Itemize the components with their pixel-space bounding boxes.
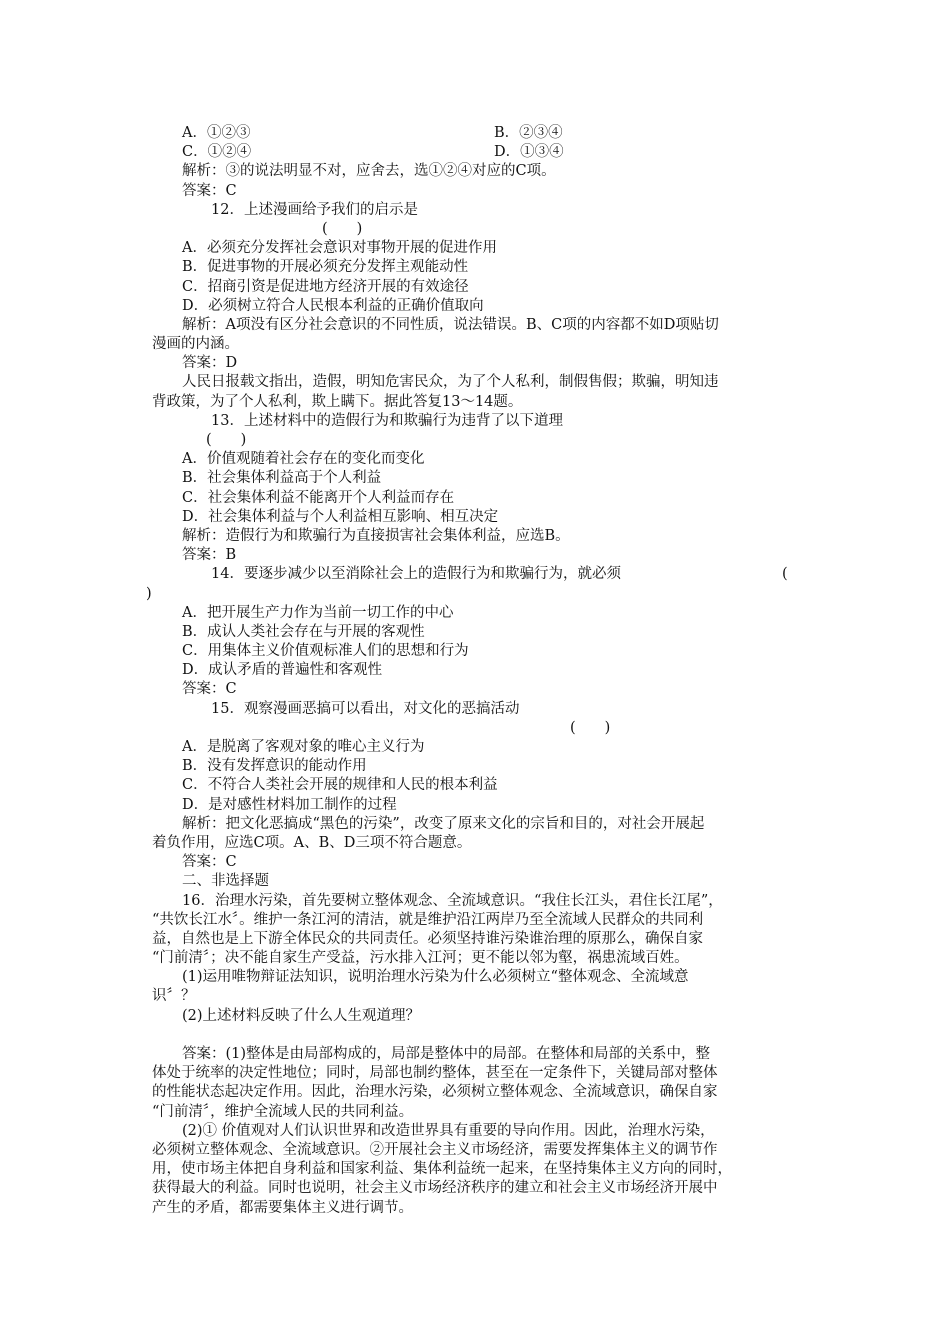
blank-line — [182, 1026, 802, 1045]
q14-option-c: C．用集体主义价值观标准人们的思想和行为 — [182, 643, 469, 660]
q16-answer1-line-3: 的性能状态起决定作用。因此，治理水污染，必须树立整体观念、全流域意识，确保自家 — [152, 1084, 718, 1101]
material-line-2: 背政策，为了个人私利，欺上瞒下。据此答复13～14题。 — [152, 393, 523, 410]
q16-answer1-line-4: “门前清〞，维护全流域人民的共同利益。 — [152, 1103, 414, 1120]
q12-option-d: D．必须树立符合人民根本利益的正确价值取向 — [182, 297, 484, 314]
q13-option-a: A．价值观随着社会存在的变化而变化 — [182, 451, 425, 468]
q12-option-b: B．促进事物的开展必须充分发挥主观能动性 — [182, 259, 469, 276]
q12-analysis-line-2: 漫画的内涵。 — [152, 336, 239, 353]
q14-answer: 答案：C — [182, 681, 237, 698]
q13-option-d: D．社会集体利益与个人利益相互影响、相互决定 — [182, 508, 499, 525]
q14-option-d: D．成认矛盾的普遍性和客观性 — [182, 662, 383, 679]
q14-paren-open: ( — [782, 566, 788, 583]
q15-option-c: C．不符合人类社会开展的规律和人民的根本利益 — [182, 777, 498, 794]
q12-stem: 12．上述漫画给予我们的启示是 — [211, 201, 418, 218]
q13-option-b: B．社会集体利益高于个人利益 — [182, 470, 382, 487]
q16-answer1-line-1: 答案：(1)整体是由局部构成的，局部是整体中的局部。在整体和局部的关系中，整 — [182, 1046, 711, 1062]
q13-answer-paren: ( ) — [206, 432, 247, 448]
q15-option-a: A．是脱离了客观对象的唯心主义行为 — [182, 739, 425, 755]
q16-stem-line-1: 16．治理水污染，首先要树立整体观念、全流域意识。“我住长江头，君住长江尾”， — [182, 892, 723, 909]
q16-answer2-line-5: 产生的矛盾，都需要集体主义进行调节。 — [152, 1199, 413, 1216]
q16-answer2-line-4: 获得最大的利益。同时也说明，社会主义市场经济秩序的建立和社会主义市场经济开展中 — [152, 1180, 718, 1197]
q16-answer2-line-1: (2)① 价值观对人们认识世界和改造世界具有重要的导向作用。因此，治理水污染， — [182, 1122, 715, 1139]
q12-analysis-line-1: 解析：A项没有区分社会意识的不同性质，说法错误。B、C项的内容都不如D项贴切 — [182, 316, 719, 333]
q15-answer: 答案：C — [182, 854, 237, 871]
q14-option-a: A．把开展生产力作为当前一切工作的中心 — [182, 604, 454, 621]
q14-stem: 14．要逐步减少以至消除社会上的造假行为和欺骗行为，就必须 — [211, 566, 621, 583]
q16-sub2: (2)上述材料反映了什么人生观道理？ — [182, 1007, 421, 1024]
q12-option-a: A．必须充分发挥社会意识对事物开展的促进作用 — [182, 240, 497, 257]
q11-option-b: B．②③④ — [494, 125, 563, 141]
q15-answer-paren: ( ) — [570, 719, 611, 736]
q13-analysis: 解析：造假行为和欺骗行为直接损害社会集体利益，应选B。 — [182, 527, 570, 544]
q14-paren-close: ) — [146, 585, 152, 602]
q12-answer: 答案：D — [182, 355, 238, 372]
q13-paren-line — [182, 431, 802, 450]
q16-sub1-line-1: (1)运用唯物辩证法知识，说明治理水污染为什么必须树立“整体观念、全流域意 — [182, 969, 689, 986]
q14-option-b: B．成认人类社会存在与开展的客观性 — [182, 623, 425, 640]
q16-sub1-line-2: 识〞？ — [152, 988, 196, 1005]
q16-stem-line-4: “门前清〞；决不能自家生产受益，污水排入江河；更不能以邻为壑，祸患流域百姓。 — [152, 950, 689, 967]
section-2-title: 二、非选择题 — [182, 873, 269, 890]
q15-option-b: B．没有发挥意识的能动作用 — [182, 758, 367, 775]
document-body — [146, 124, 802, 1218]
q13-option-c: C．社会集体利益不能离开个人利益而存在 — [182, 489, 455, 506]
q11-analysis: 解析：③的说法明显不对，应舍去，选①②④对应的C项。 — [182, 163, 556, 180]
q14-stem-line — [182, 565, 802, 584]
q13-stem: 13．上述材料中的造假行为和欺骗行为违背了以下道理 — [211, 412, 563, 429]
q13-answer: 答案：B — [182, 547, 237, 564]
q16-answer2-line-2: 必须树立整体观念、全流域意识。②开展社会主义市场经济，需要发挥集体主义的调节作 — [152, 1141, 718, 1158]
material-line-1: 人民日报载文指出，造假，明知危害民众，为了个人私利，制假售假；欺骗，明知违 — [182, 374, 719, 391]
q12-paren-line — [182, 220, 802, 239]
q11-options-row-1 — [182, 124, 802, 143]
q15-analysis-line-1: 解析：把文化恶搞成“黑色的污染”，改变了原来文化的宗旨和目的，对社会开展起 — [182, 815, 705, 832]
q12-option-c: C．招商引资是促进地方经济开展的有效途径 — [182, 278, 469, 295]
q11-option-d: D．①③④ — [494, 144, 564, 161]
q16-stem-line-3: 益，自然也是上下游全体民众的共同责任。必须坚持谁污染谁治理的原那么，确保自家 — [152, 930, 703, 947]
q15-analysis-line-2: 着负作用，应选C项。A、B、D三项不符合题意。 — [152, 834, 472, 851]
q11-option-a: A．①②③ — [182, 125, 251, 141]
q11-answer: 答案：C — [182, 182, 237, 199]
q15-stem: 15．观察漫画恶搞可以看出，对文化的恶搞活动 — [211, 700, 520, 717]
q11-options-row-2 — [182, 143, 802, 162]
q15-paren-line — [182, 719, 802, 738]
q15-option-d: D．是对感性材料加工制作的过程 — [182, 796, 397, 813]
q16-answer2-line-3: 用，使市场主体把自身利益和国家利益、集体利益统一起来，在坚持集体主义方向的同时， — [152, 1161, 732, 1178]
q12-answer-paren: ( ) — [322, 220, 363, 237]
q11-option-c: C．①②④ — [182, 144, 252, 161]
q16-answer1-line-2: 体处于统率的决定性地位；同时，局部也制约整体，甚至在一定条件下，关键局部对整体 — [152, 1065, 718, 1082]
q16-stem-line-2: “共饮长江水〞。维护一条江河的清洁，就是维护沿江两岸乃至全流域人民群众的共同利 — [152, 911, 704, 928]
